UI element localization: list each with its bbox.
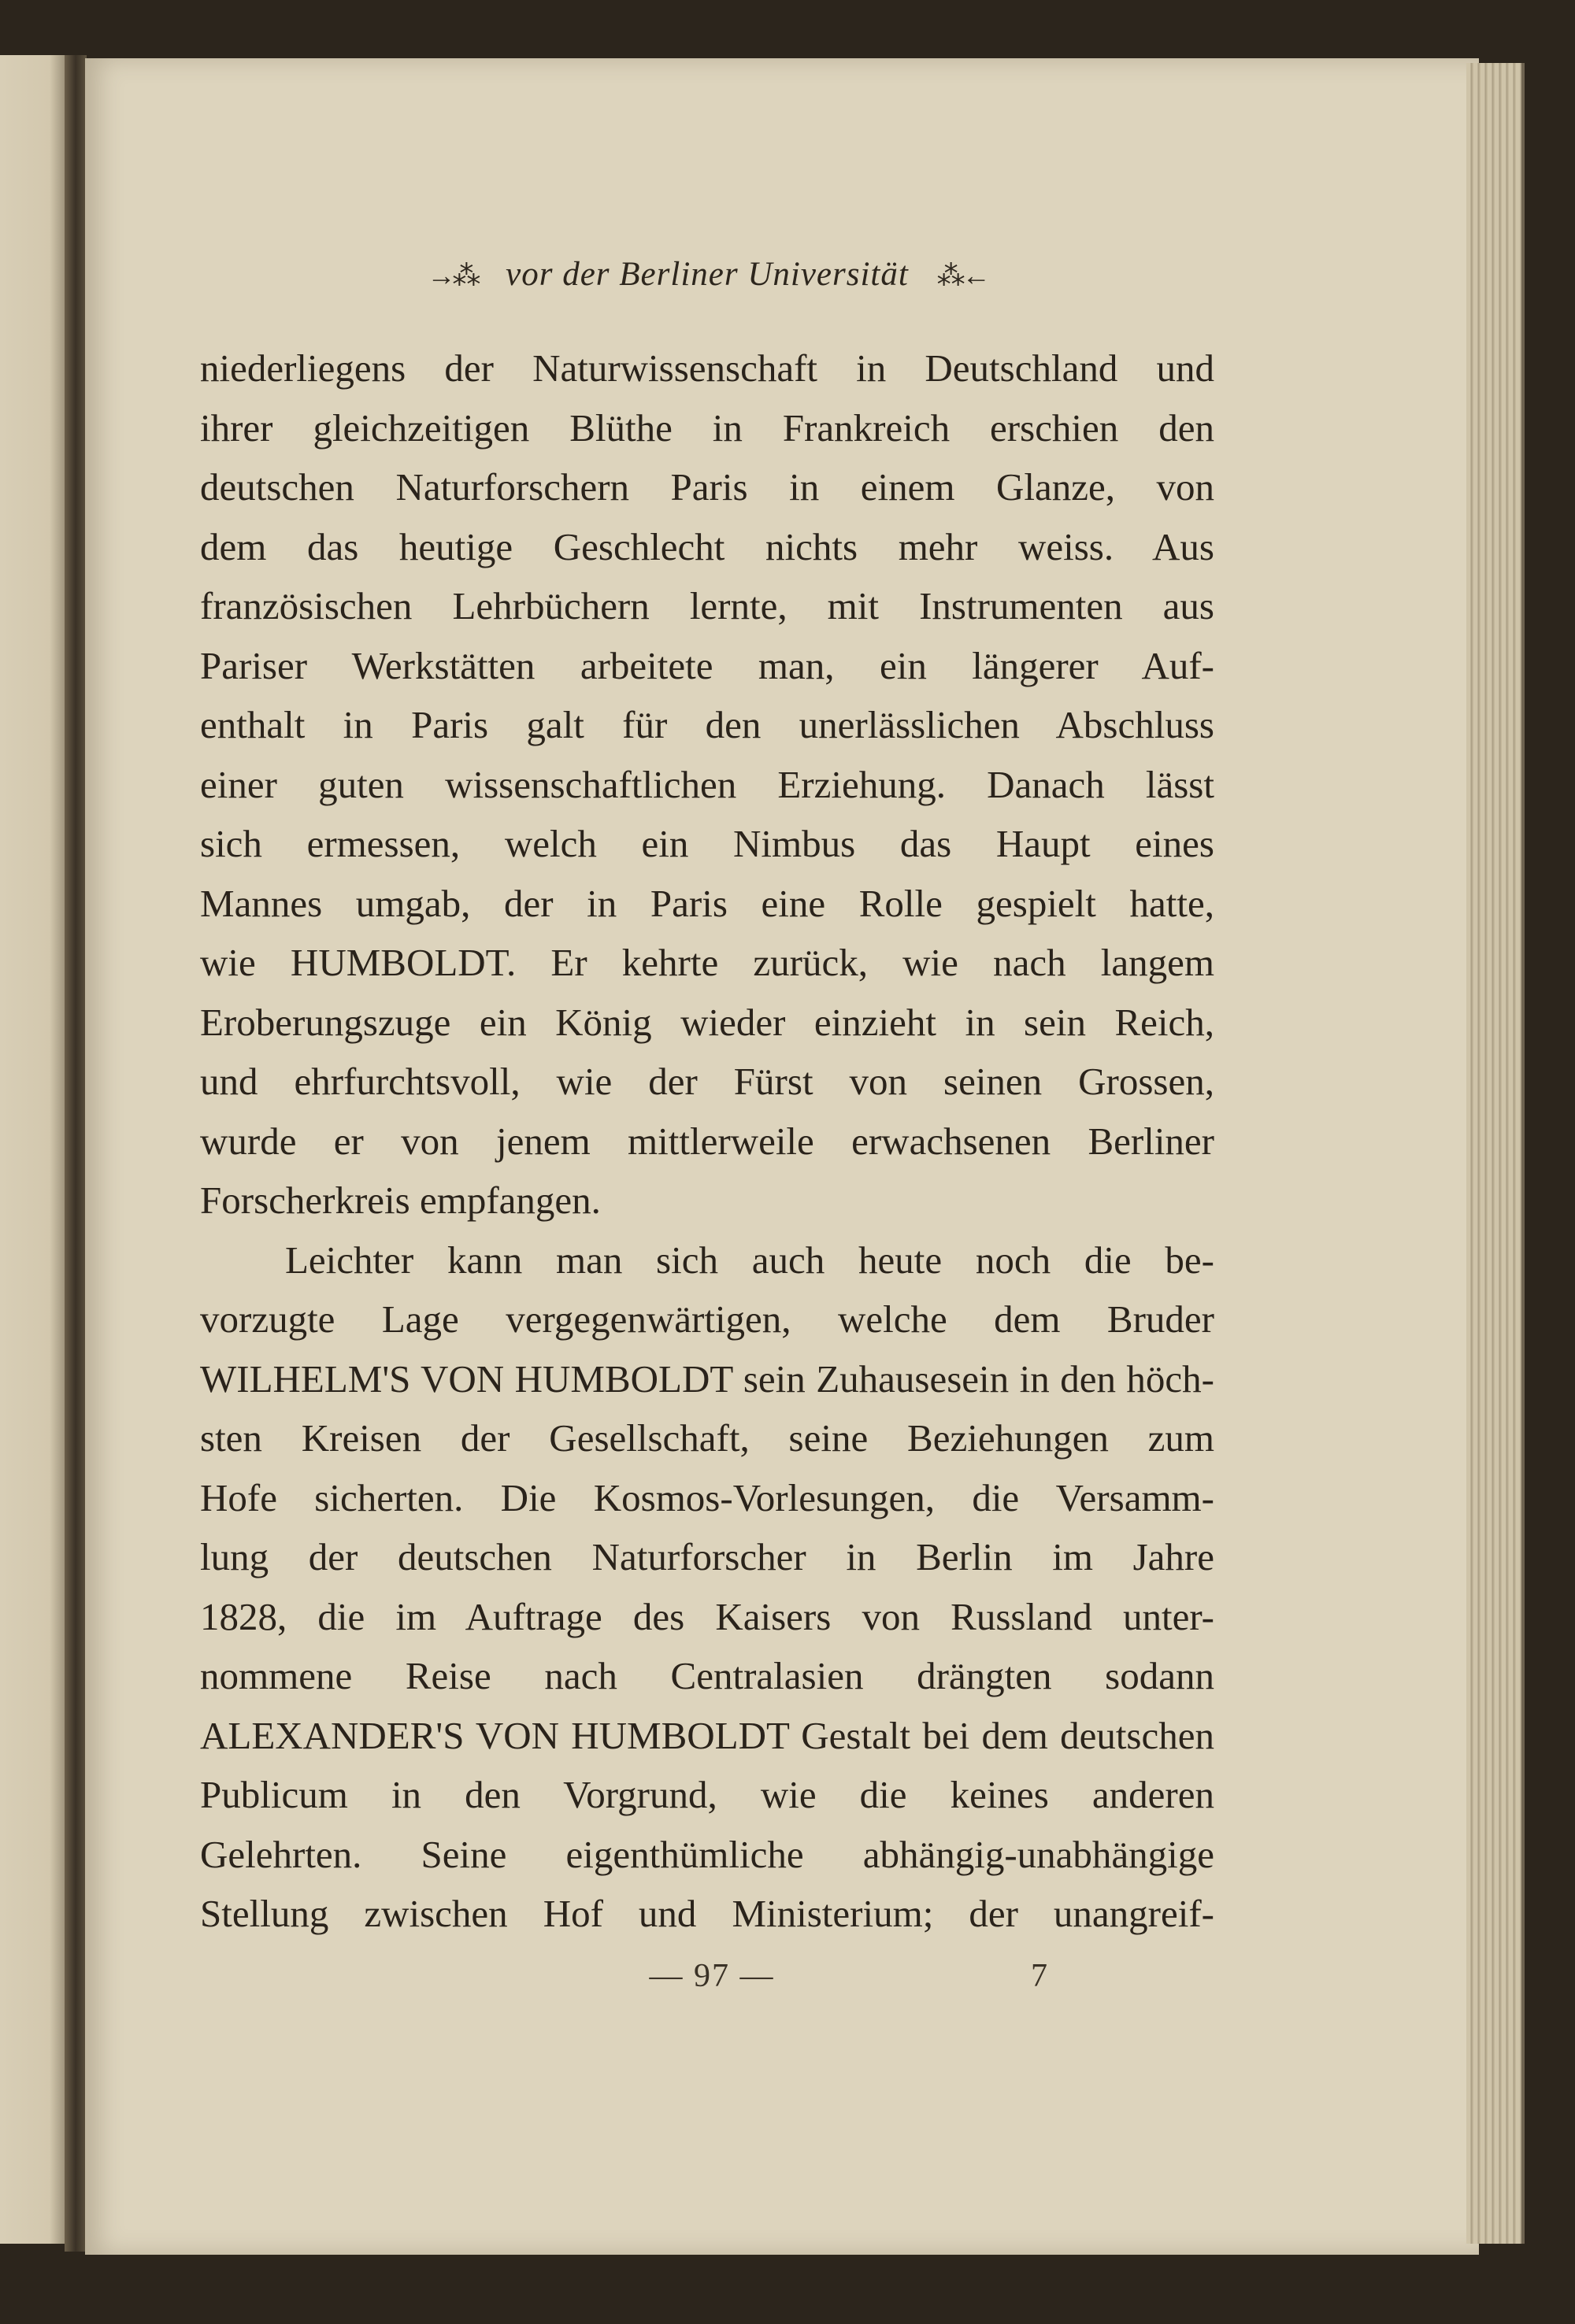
- ornament-right-icon: ⁂←: [936, 260, 988, 291]
- text-line: Pariser Werkstätten arbeitete man, ein längerer Auf-: [200, 643, 1214, 687]
- body-text: [200, 339, 1214, 1944]
- text-line: sich ermessen, welch ein Nimbus das Haupt eines: [200, 822, 1214, 865]
- text-line: wie HUMBOLDT. Er kehrte zurück, wie nach langem: [200, 941, 1214, 984]
- running-title: vor der Berliner Universität: [506, 256, 909, 293]
- text-line: niederliegens der Naturwissenschaft in Deutschland und: [200, 346, 1214, 390]
- text-line: 1828, die im Auftrage des Kaisers von Russland unter-: [200, 1594, 1214, 1638]
- page-number: — 97 —: [649, 1958, 775, 1994]
- text-line: Stellung zwischen Hof und Ministerium; der unangreif-: [200, 1892, 1214, 1935]
- text-line: ALEXANDER'S VON HUMBOLDT Gestalt bei dem deutschen: [200, 1713, 1214, 1757]
- text-line: Mannes umgab, der in Paris eine Rolle gespielt hatte,: [200, 881, 1214, 925]
- text-line: Publicum in den Vorgrund, wie die keines anderen: [200, 1773, 1214, 1816]
- text-line: vorzugte Lage vergegenwärtigen, welche dem Bruder: [200, 1297, 1214, 1341]
- signature-mark: 7: [1031, 1958, 1047, 1994]
- text-line: Leichter kann man sich auch heute noch die be-: [285, 1238, 1214, 1282]
- text-line: französischen Lehrbüchern lernte, mit Instrumenten aus: [200, 584, 1214, 627]
- text-line: enthalt in Paris galt für den unerlässlichen Abschluss: [200, 703, 1214, 746]
- text-line: und ehrfurchtsvoll, wie der Fürst von seinen Grossen,: [200, 1060, 1214, 1103]
- ornament-left-icon: →⁂: [427, 260, 478, 291]
- text-line: Eroberungszuge ein König wieder einzieht in sein Reich,: [200, 1000, 1214, 1044]
- text-line: dem das heutige Geschlecht nichts mehr weiss. Aus: [200, 524, 1214, 568]
- left-page-edge: [0, 55, 71, 2244]
- text-line: einer guten wissenschaftlichen Erziehung. Danach lässt: [200, 762, 1214, 806]
- text-line: wurde er von jenem mittlerweile erwachsenen Berliner: [200, 1119, 1214, 1163]
- text-line: ihrer gleichzeitigen Blüthe in Frankreich erschien den: [200, 405, 1214, 450]
- text-line: nommene Reise nach Centralasien drängten sodann: [200, 1654, 1214, 1697]
- text-line: Forscherkreis empfangen.: [200, 1179, 601, 1222]
- text-line: lung der deutschen Naturforscher in Berlin im Jahre: [200, 1535, 1214, 1578]
- text-line: sten Kreisen der Gesellschaft, seine Beziehungen zum: [200, 1416, 1214, 1460]
- text-line: Gelehrten. Seine eigenthümliche abhängig-unabhängige: [200, 1832, 1214, 1876]
- text-line: Hofe sicherten. Die Kosmos-Vorlesungen, die Versamm-: [200, 1475, 1214, 1519]
- book-gutter: [65, 55, 87, 2252]
- running-head: [200, 255, 1214, 294]
- text-line: WILHELM'S VON HUMBOLDT sein Zuhausesein in den höch-: [200, 1356, 1214, 1401]
- page-edge-stack: [1466, 63, 1525, 2244]
- text-line: deutschen Naturforschern Paris in einem Glanze, von: [200, 465, 1214, 509]
